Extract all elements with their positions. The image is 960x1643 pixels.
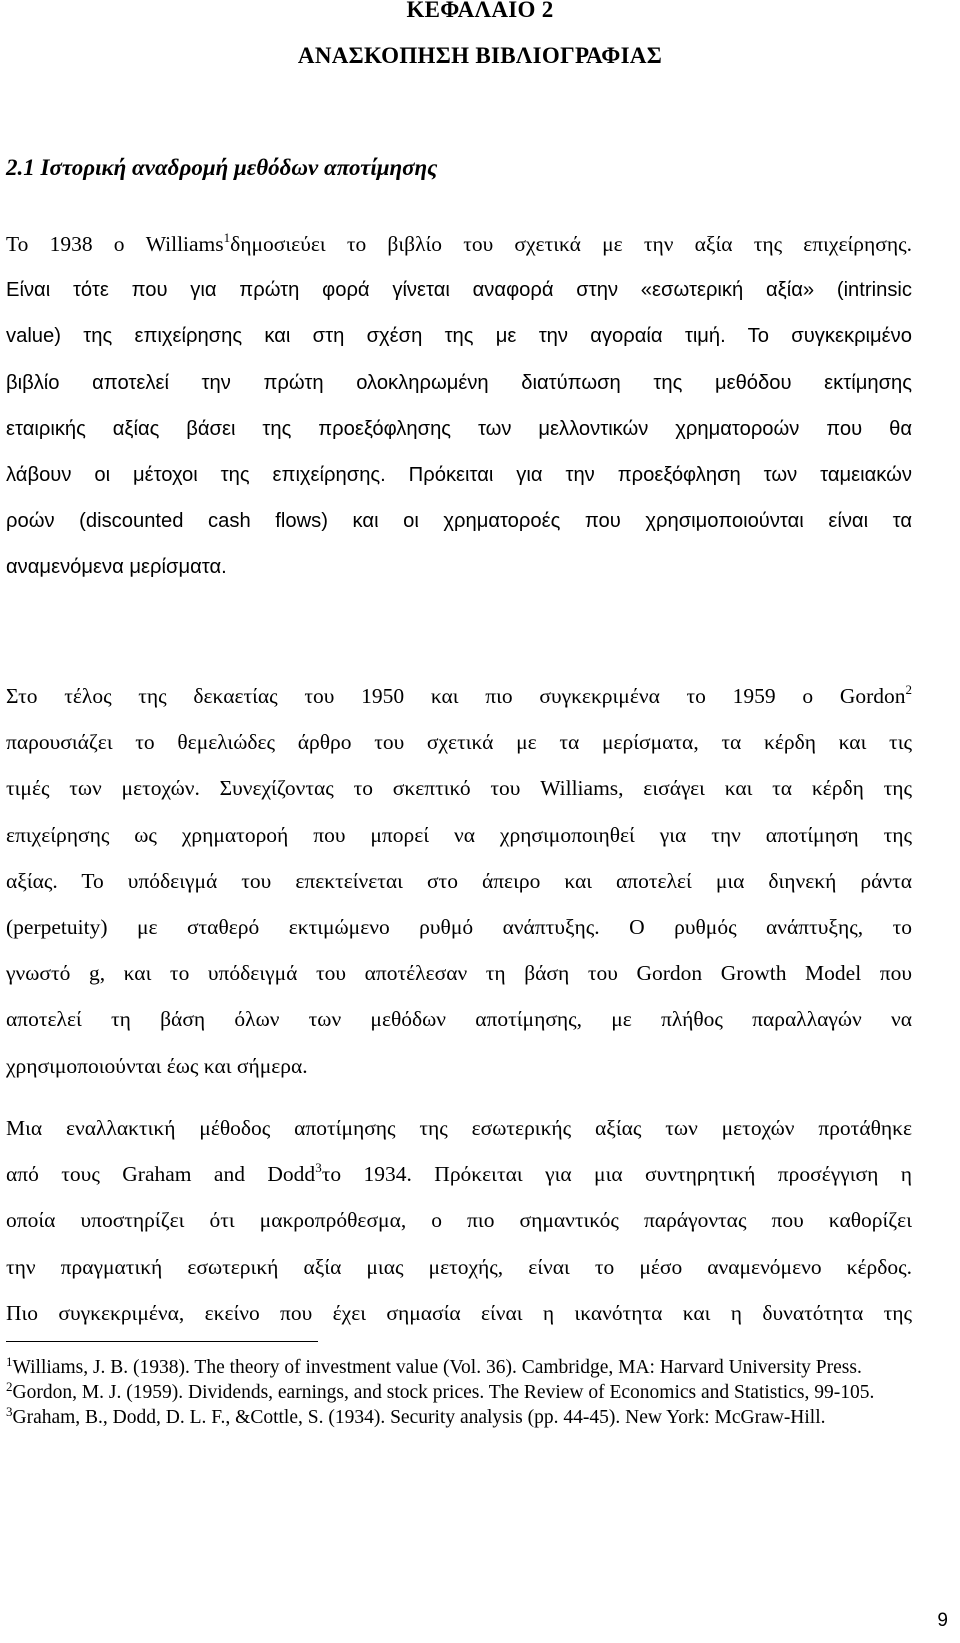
paragraph-line: value) της επιχείρησης και στη σχέση της με την αγοραία τιμή. Το συγκεκριμένο	[6, 325, 912, 348]
paragraph-line: γνωστό g, και το υπόδειγμά του αποτέλεσαν τη βάση του Gordon Growth Model που	[6, 961, 912, 986]
paragraph-2	[6, 673, 912, 1089]
paragraph-3	[6, 1105, 912, 1336]
footnote-separator	[6, 1341, 318, 1342]
footnote-marker: 1	[6, 1354, 13, 1369]
chapter-title: ΑΝΑΣΚΟΠΗΣΗ ΒΙΒΛΙΟΓΡΑΦΙΑΣ	[297, 43, 663, 68]
paragraph-line: ροών (discounted cash flows) και οι χρηματοροές που χρησιμοποιούνται είναι τα	[6, 510, 912, 533]
paragraph-line: λάβουν οι μέτοχοι της επιχείρησης. Πρόκειται για την προεξόφληση των ταμειακών	[6, 463, 912, 486]
paragraph-line: βιβλίο αποτελεί την πρώτη ολοκληρωμένη διατύπωση της μεθόδου εκτίμησης	[6, 371, 912, 394]
paragraph-1	[6, 221, 912, 591]
footnote-text: Graham, B., Dodd, D. L. F., &Cottle, S. (1934). Security analysis (pp. 44-45). New York: McGraw-Hill.	[12, 1407, 826, 1428]
paragraph-line: τιμές των μετοχών. Συνεχίζοντας το σκεπτικό του Williams, εισάγει και τα κέρδη της	[6, 776, 912, 801]
footnote-marker: 2	[6, 1379, 13, 1394]
footnote-reference: 3	[315, 1160, 322, 1176]
paragraph-line: (perpetuity) με σταθερό εκτιμώμενο ρυθμό ανάπτυξης. Ο ρυθμός ανάπτυξης, το	[6, 914, 912, 939]
paragraph-line: Στο τέλος της δεκαετίας του 1950 και πιο συγκεκριμένα το 1959 ο Gordon$^2$	[6, 682, 912, 708]
paragraph-line: την πραγματική εσωτερική αξία μιας μετοχής, είναι το μέσο αναμενόμενο κέρδος.	[6, 1254, 912, 1279]
footnotes	[6, 1355, 906, 1430]
paragraph-line: χρησιμοποιούνται έως και σήμερα.	[6, 1053, 308, 1078]
footnote-reference: 2	[905, 682, 912, 697]
paragraph-line: παρουσιάζει το θεμελιώδες άρθρο του σχετικά με τα μερίσματα, τα κέρδη και τις	[6, 730, 912, 755]
footnote-text: Gordon, M. J. (1959). Dividends, earnings, and stock prices. The Review of Economics and Statistics, 99-105.	[12, 1382, 875, 1403]
paragraph-line: Είναι τότε που για πρώτη φορά γίνεται αναφορά στην «εσωτερική αξία» (intrinsic	[6, 279, 912, 302]
chapter-label: ΚΕΦΑΛΑΙΟ 2	[406, 0, 554, 22]
footnote-marker: 3	[6, 1404, 13, 1419]
paragraph-line: αναμενόμενα μερίσματα.	[6, 556, 227, 579]
paragraph-line: Μια εναλλακτική μέθοδος αποτίμησης της εσωτερικής αξίας των μετοχών προτάθηκε	[6, 1116, 912, 1140]
section-heading: 2.1 Ιστορική αναδρομή μεθόδων αποτίμησης	[6, 155, 438, 180]
paragraph-line: αξίας. Το υπόδειγμά του επεκτείνεται στο άπειρο και αποτελεί μια διηνεκή ράντα	[6, 868, 912, 893]
paragraph-line: Πιο συγκεκριμένα, εκείνο που έχει σημασία είναι η ικανότητα και η δυνατότητα της	[6, 1300, 912, 1325]
footnote-1	[6, 1355, 906, 1380]
footnote-2	[6, 1380, 906, 1405]
footnote-3	[6, 1405, 906, 1430]
paragraph-line: αποτελεί τη βάση όλων των μεθόδων αποτίμησης, με πλήθος παραλλαγών να	[6, 1007, 912, 1032]
page-number: 9	[937, 1610, 948, 1631]
footnote-text: Williams, J. B. (1938). The theory of investment value (Vol. 36). Cambridge, MA: Harvard University Press.	[12, 1357, 862, 1378]
paragraph-line: Το 1938 ο Williams$^1$δημοσιεύει το βιβλίο του σχετικά με την αξία της επιχείρησης.	[6, 230, 912, 256]
paragraph-line: οποία υποστηρίζει ότι μακροπρόθεσμα, ο πιο σημαντικός παράγοντας που καθορίζει	[6, 1208, 912, 1233]
paragraph-line: επιχείρησης ως χρηματοροή που μπορεί να χρησιμοποιηθεί για την αποτίμηση της	[6, 822, 912, 847]
paragraph-line: από τους Graham and Dodd$^3$το 1934. Πρόκειται για μια συντηρητική προσέγγιση η	[6, 1160, 913, 1187]
footnote-reference: 1	[223, 230, 231, 245]
paragraph-line: εταιρικής αξίας βάσει της προεξόφλησης των μελλοντικών χρηματοροών που θα	[6, 417, 912, 440]
